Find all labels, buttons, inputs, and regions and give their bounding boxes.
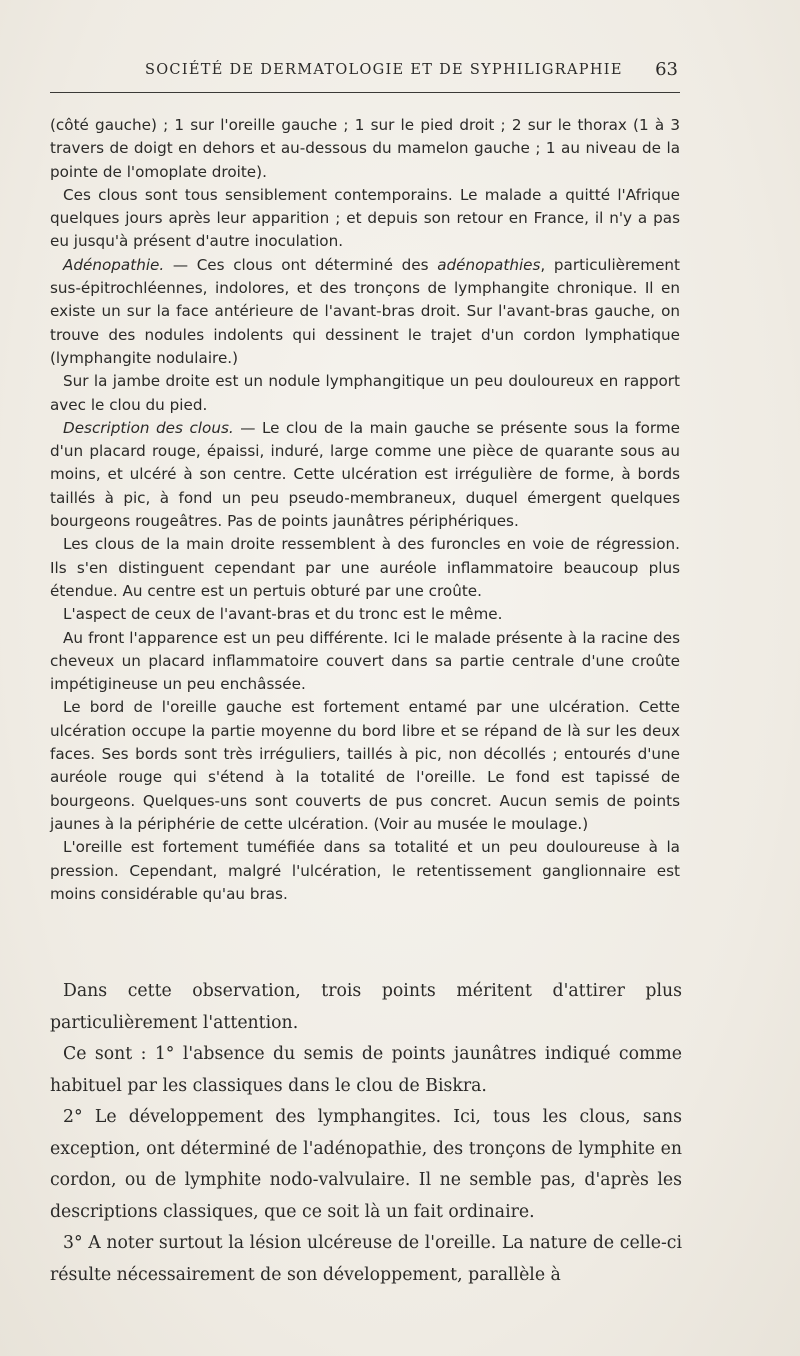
- text-run: — Ces clous ont déterminé des: [164, 255, 438, 274]
- paragraph: Les clous de la main droite ressemblent à des furoncles en voie de régression. Ils s'en distinguent cependant par une auréole inflammatoire beaucoup plus étendue. Au centre est un pertuis obturé par une croûte.: [50, 535, 680, 600]
- paragraph-description: [50, 417, 680, 533]
- page-number: 63: [655, 59, 678, 80]
- text-run: , particulièrement sus-épitrochléennes, indolores, et des tronçons de lymphangite chronique. Il en existe un sur la face antérieure de l'avant-bras droit. Sur l'avant-bras gauche, on trouve des nodules indolents qui dessinent le trajet d'un cordon lymphatique (lymphangite nodulaire.): [50, 255, 680, 367]
- header-title: SOCIÉTÉ DE DERMATOLOGIE ET DE SYPHILIGRAPHIE: [145, 62, 623, 78]
- running-header: [50, 58, 680, 93]
- paragraph: L'oreille est fortement tuméfiée dans sa totalité et un peu douloureuse à la pression. Cependant, malgré l'ulcération, le retentissement ganglionnaire est moins considérable qu'au bras.: [50, 838, 680, 903]
- paragraph: Dans cette observation, trois points méritent d'attirer plus particulièrement l'attention.: [50, 981, 682, 1033]
- paragraph: 3° A noter surtout la lésion ulcéreuse de l'oreille. La nature de celle-ci résulte nécessairement de son développement, parallèle à: [50, 1233, 682, 1285]
- section-label: Description des clous.: [63, 418, 234, 437]
- commentary-text: [50, 976, 682, 1291]
- paragraph: Sur la jambe droite est un nodule lymphangitique un peu douloureux en rapport avec le clou du pied.: [50, 372, 680, 414]
- paragraph: 2° Le développement des lymphangites. Ici, tous les clous, sans exception, ont déterminé de l'adénopathie, des tronçons de lymphite en cordon, ou de lymphite nodo-valvulaire. Il ne semble pas, d'après les descriptions classiques, que ce soit là un fait ordinaire.: [50, 1107, 682, 1222]
- paragraph: Ces clous sont tous sensiblement contemporains. Le malade a quitté l'Afrique quelques jours après leur apparition ; et depuis son retour en France, il n'y a pas eu jusqu'à présent d'autre inoculation.: [50, 185, 680, 251]
- emphasis: adénopathies: [437, 255, 541, 274]
- text-run: — Le clou de la main gauche se présente sous la forme d'un placard rouge, épaissi, induré, large comme une pièce de quarante sous au moins, et ulcéré à son centre. Cette ulcération est irrégulière de forme, à bords taillés à pic, à fond un peu pseudo-membraneux, duquel émergent quelques bourgeons rougeâtres. Pas de points jaunâtres périphériques.: [50, 418, 680, 531]
- paragraph: Le bord de l'oreille gauche est fortement entamé par une ulcération. Cette ulcération occupe la partie moyenne du bord libre et se répand de là sur les deux faces. Ses bords sont très irréguliers, taillés à pic, non décollés ; entourés d'une auréole rouge qui s'étend à la totalité de l'oreille. Le fond est tapissé de bourgeons. Quelques-uns sont couverts de pus concret. Aucun semis de points jaunes à la périphérie de cette ulcération. (Voir au musée le moulage.): [50, 698, 680, 833]
- paragraph: Au front l'apparence est un peu différente. Ici le malade présente à la racine des cheveux un placard inflammatoire couvert dans sa partie centrale d'une croûte impétigineuse un peu enchâssée.: [50, 628, 680, 694]
- paragraph: (côté gauche) ; 1 sur l'oreille gauche ; 1 sur le pied droit ; 2 sur le thorax (1 à 3 travers de doigt en dehors et au-dessous du mamelon gauche ; 1 au niveau de la pointe de l'omoplate droite).: [50, 116, 680, 181]
- paragraph-adenopathie: [50, 254, 680, 370]
- observation-text: [50, 114, 680, 906]
- paragraph: L'aspect de ceux de l'avant-bras et du tronc est le même.: [63, 605, 503, 624]
- paragraph: Ce sont : 1° l'absence du semis de points jaunâtres indiqué comme habituel par les classiques dans le clou de Biskra.: [50, 1044, 682, 1096]
- section-label: Adénopathie.: [63, 255, 165, 274]
